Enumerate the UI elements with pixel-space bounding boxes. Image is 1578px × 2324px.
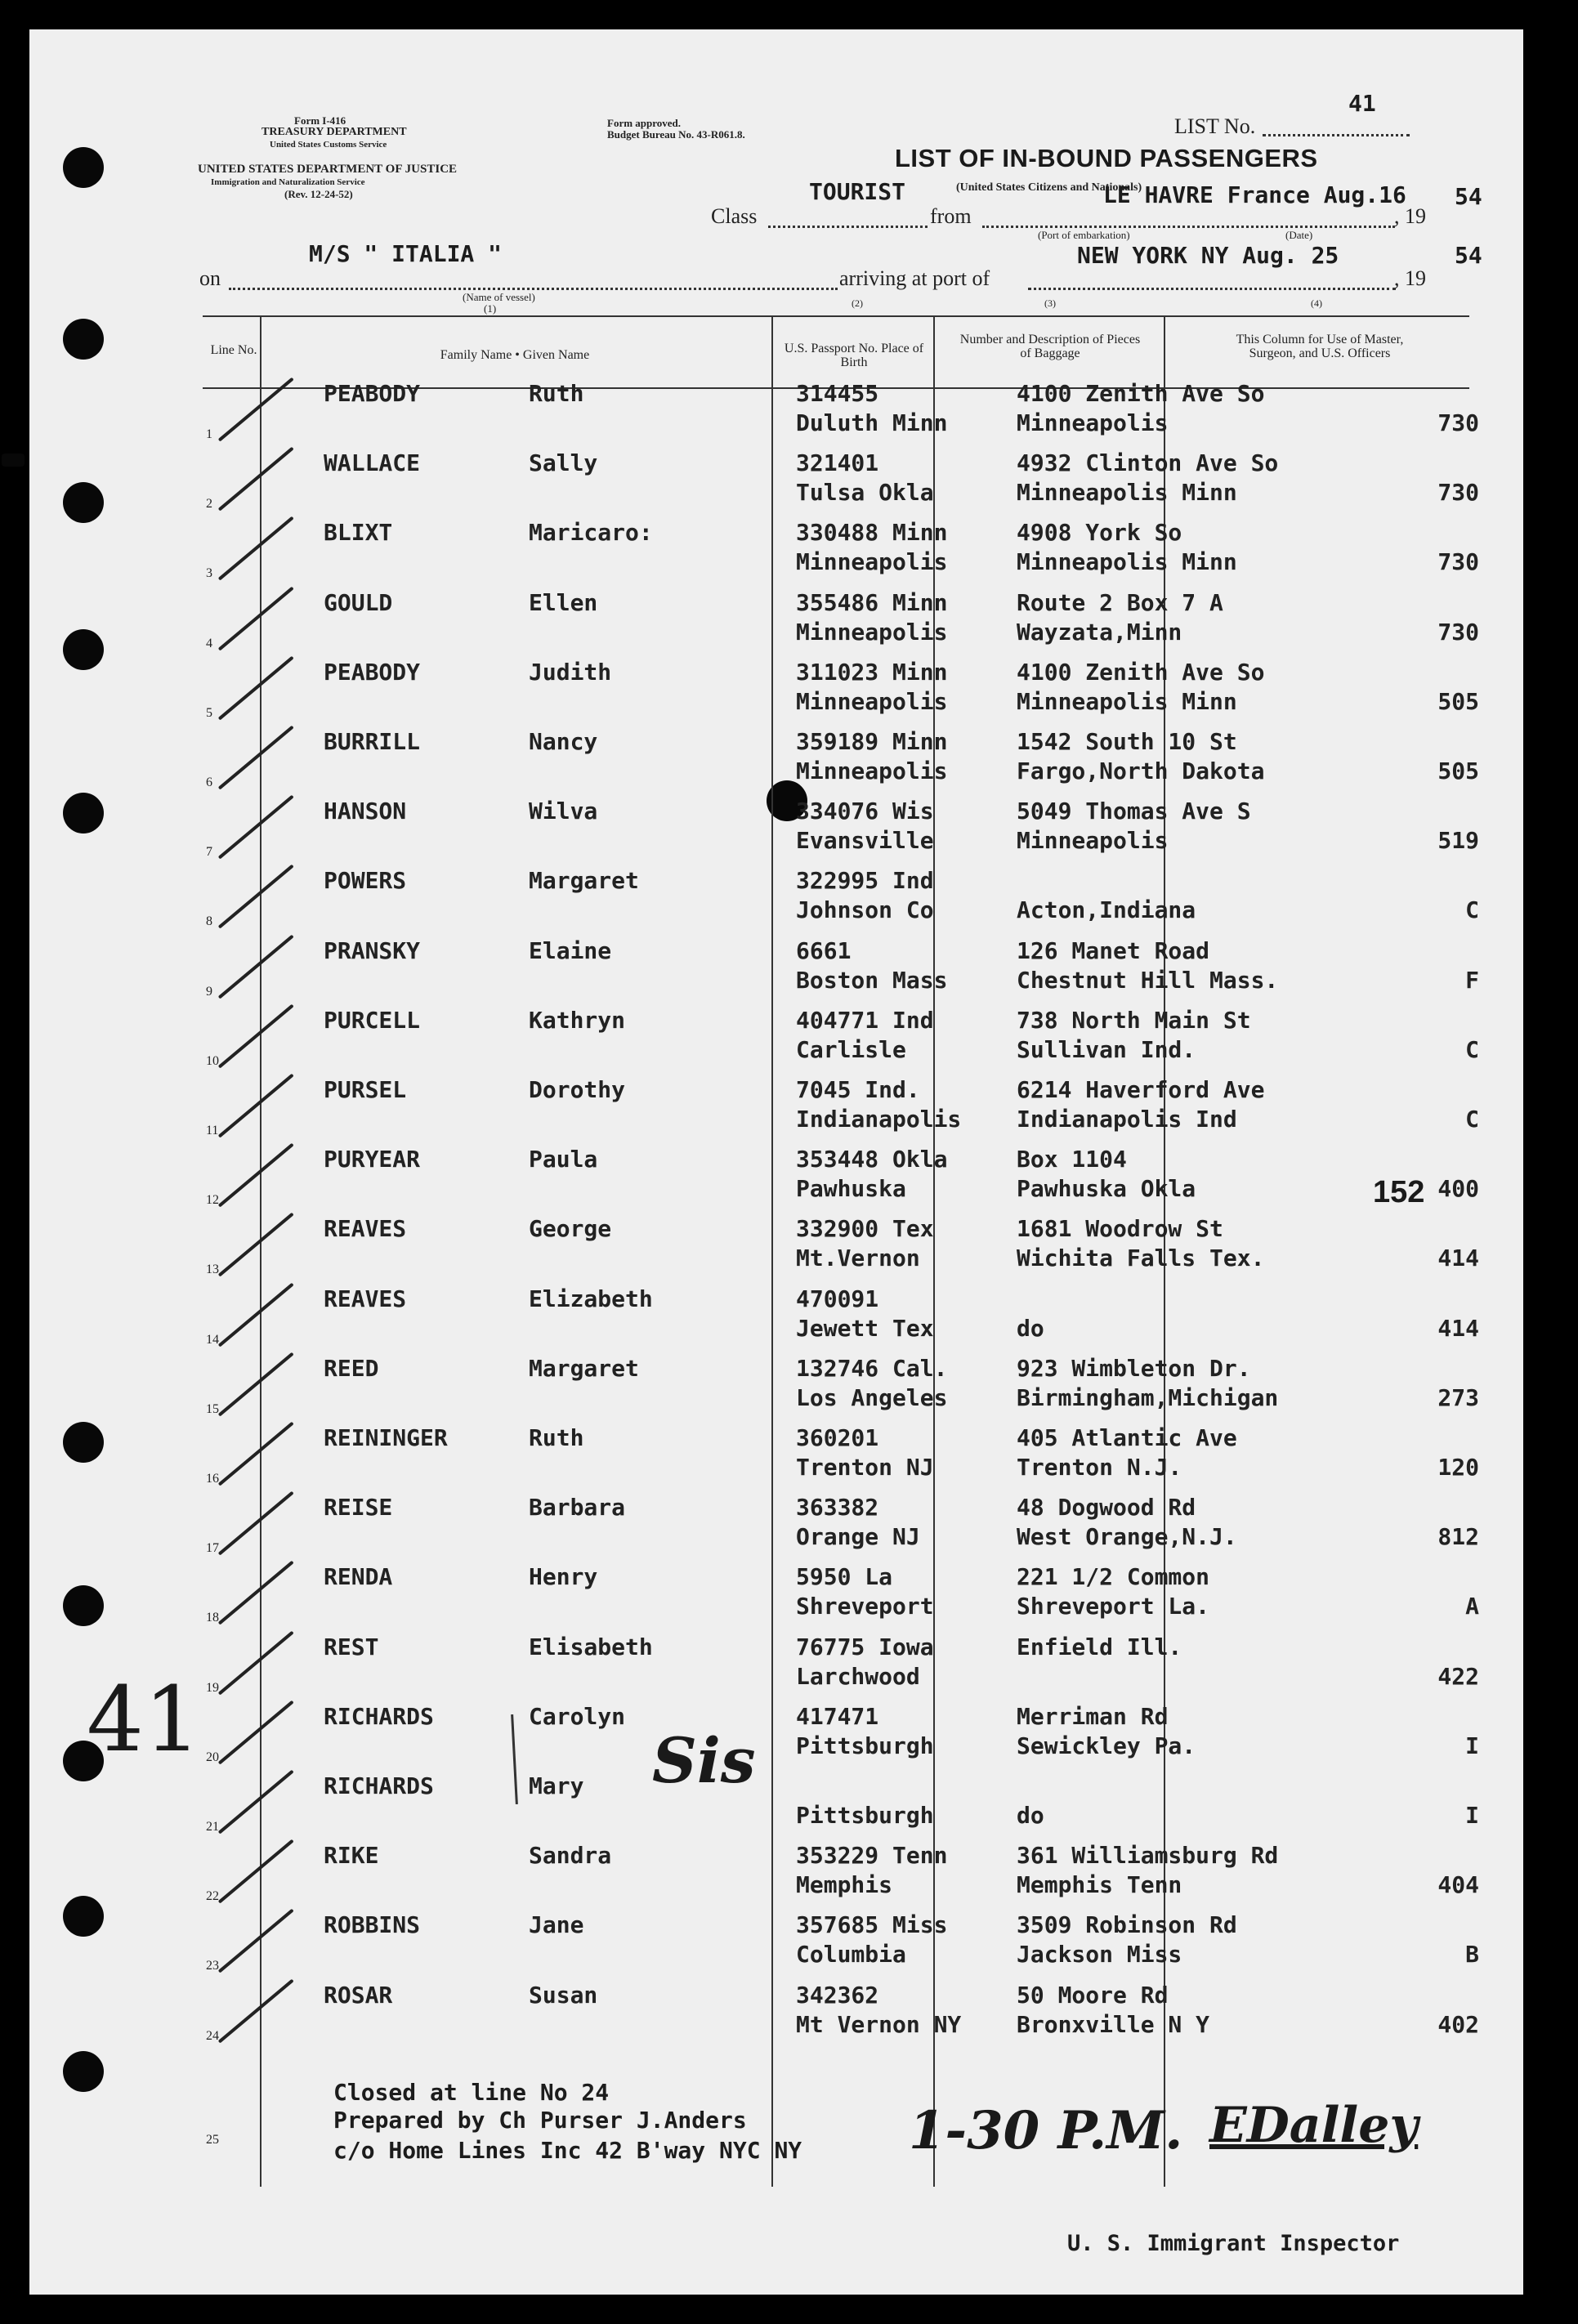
family-name: BURRILL bbox=[324, 728, 421, 755]
prepared-by: Prepared by Ch Purser J.Anders bbox=[333, 2107, 747, 2134]
family-name: RICHARDS bbox=[324, 1772, 434, 1799]
address-line-1: 1681 Woodrow St bbox=[1017, 1215, 1223, 1242]
officer-code: 730 bbox=[1437, 548, 1479, 575]
given-name: Margaret bbox=[529, 867, 639, 894]
line-number: 22 bbox=[206, 1889, 219, 1903]
given-name: Susan bbox=[529, 1982, 598, 2009]
address-line-1: 4100 Zenith Ave So bbox=[1017, 659, 1265, 686]
officer-code: 414 bbox=[1437, 1245, 1479, 1271]
place-of-birth: Mt Vernon NY bbox=[796, 2011, 962, 2038]
line-number: 13 bbox=[206, 1263, 219, 1276]
check-mark bbox=[218, 1213, 294, 1277]
check-mark bbox=[218, 1143, 294, 1208]
family-name: HANSON bbox=[324, 798, 407, 825]
family-name: PEABODY bbox=[324, 380, 421, 407]
given-name: Wilva bbox=[529, 798, 598, 825]
closed-note: Closed at line No 24 bbox=[333, 2079, 610, 2106]
table-row bbox=[0, 1076, 1494, 1146]
line-number: 12 bbox=[206, 1193, 219, 1207]
place-of-birth: Johnson Co bbox=[796, 896, 934, 923]
count-note: 152 bbox=[1373, 1175, 1425, 1209]
table-row bbox=[0, 867, 1494, 936]
family-name: REAVES bbox=[324, 1285, 407, 1312]
family-name: PURYEAR bbox=[324, 1146, 421, 1173]
address-line-2: Fargo,North Dakota bbox=[1017, 758, 1265, 784]
officer-code: 404 bbox=[1437, 1871, 1479, 1898]
address-line-1: 48 Dogwood Rd bbox=[1017, 1494, 1196, 1521]
address-line-2: Indianapolis Ind bbox=[1017, 1106, 1237, 1133]
col-officers-no: (4) bbox=[1311, 297, 1322, 309]
officer-code: 273 bbox=[1437, 1384, 1479, 1411]
line-number: 7 bbox=[206, 845, 212, 859]
check-mark bbox=[218, 656, 294, 721]
address-line-1: 50 Moore Rd bbox=[1017, 1982, 1169, 2009]
officer-code: 505 bbox=[1437, 688, 1479, 715]
line-number: 5 bbox=[206, 706, 212, 720]
table-row bbox=[0, 380, 1494, 449]
line-number: 17 bbox=[206, 1541, 219, 1555]
given-name: Carolyn bbox=[529, 1703, 626, 1730]
address-line-2: Minneapolis bbox=[1017, 409, 1169, 436]
line-number: 8 bbox=[206, 914, 212, 928]
family-name: RICHARDS bbox=[324, 1703, 434, 1730]
given-name: Nancy bbox=[529, 728, 598, 755]
check-mark bbox=[218, 1004, 294, 1069]
ins-service: Immigration and Naturalization Service bbox=[211, 177, 365, 187]
place-of-birth: Minneapolis bbox=[796, 548, 948, 575]
address-line-1: 361 Williamsburg Rd bbox=[1017, 1842, 1279, 1869]
family-name: POWERS bbox=[324, 867, 407, 894]
given-name: Kathryn bbox=[529, 1007, 626, 1034]
given-name: Maricaro: bbox=[529, 519, 653, 546]
line-number: 10 bbox=[206, 1054, 219, 1068]
address-line-1: 221 1/2 Common bbox=[1017, 1563, 1210, 1590]
passport-number: 360201 bbox=[796, 1424, 879, 1451]
officer-code: 400 bbox=[1437, 1175, 1479, 1202]
year-suffix-2: , 19 bbox=[1394, 266, 1426, 290]
passport-number: 359189 Minn bbox=[796, 728, 948, 755]
arriving-label: arriving at port of bbox=[839, 266, 990, 290]
place-of-birth: Jewett Tex bbox=[796, 1315, 934, 1342]
table-row bbox=[0, 1563, 1494, 1633]
date-caption: (Date) bbox=[1285, 229, 1313, 241]
address-line-2: Sewickley Pa. bbox=[1017, 1732, 1196, 1759]
check-mark bbox=[218, 1352, 294, 1417]
address-line-1: 3509 Robinson Rd bbox=[1017, 1911, 1237, 1938]
check-mark bbox=[218, 935, 294, 999]
family-name: REAVES bbox=[324, 1215, 407, 1242]
budget-bureau: Budget Bureau No. 43-R061.8. bbox=[607, 128, 745, 141]
col-line-no: Line No. bbox=[210, 343, 257, 357]
given-name: Elisabeth bbox=[529, 1634, 653, 1660]
table-row bbox=[0, 519, 1494, 588]
passport-number: 363382 bbox=[796, 1494, 879, 1521]
passport-number: 342362 bbox=[796, 1982, 879, 2009]
place-of-birth: Pittsburgh bbox=[796, 1732, 934, 1759]
address-line-1: Merriman Rd bbox=[1017, 1703, 1169, 1730]
line-number: 23 bbox=[206, 1959, 219, 1973]
officer-code: F bbox=[1465, 967, 1479, 994]
given-name: Paula bbox=[529, 1146, 598, 1173]
table-row bbox=[0, 937, 1494, 1007]
passport-number: 311023 Minn bbox=[796, 659, 948, 686]
page-number: 41 bbox=[1348, 90, 1376, 117]
address-line-2: do bbox=[1017, 1802, 1044, 1829]
check-mark bbox=[218, 447, 294, 512]
place-of-birth: Evansville bbox=[796, 827, 934, 854]
binder-hole bbox=[63, 319, 104, 360]
line-number: 21 bbox=[206, 1820, 219, 1834]
family-name: PURSEL bbox=[324, 1076, 407, 1103]
table-row bbox=[0, 1285, 1494, 1355]
given-name: Barbara bbox=[529, 1494, 626, 1521]
line-number: 11 bbox=[206, 1124, 219, 1137]
address-line-2: Pawhuska Okla bbox=[1017, 1175, 1196, 1202]
passport-number: 334076 Wis bbox=[796, 798, 934, 825]
given-name: Henry bbox=[529, 1563, 598, 1590]
place-of-birth: Shreveport bbox=[796, 1593, 934, 1620]
address-line-2: Minneapolis bbox=[1017, 827, 1169, 854]
passport-number: 6661 bbox=[796, 937, 852, 964]
arriving-line bbox=[1028, 288, 1396, 290]
class-value: TOURIST bbox=[809, 178, 906, 205]
col-passport-no: (2) bbox=[852, 297, 863, 309]
place-of-birth: Mt.Vernon bbox=[796, 1245, 920, 1271]
place-of-birth: Tulsa Okla bbox=[796, 479, 934, 506]
form-revision: (Rev. 12-24-52) bbox=[284, 188, 353, 200]
table-row bbox=[0, 798, 1494, 867]
year-1: 54 bbox=[1455, 183, 1482, 210]
address-line-1: 1542 South 10 St bbox=[1017, 728, 1237, 755]
family-name: RENDA bbox=[324, 1563, 393, 1590]
address-line-2: Sullivan Ind. bbox=[1017, 1036, 1196, 1063]
officer-code: 402 bbox=[1437, 2011, 1479, 2038]
given-name: Sally bbox=[529, 449, 598, 476]
line-number: 15 bbox=[206, 1402, 219, 1416]
address-line-1: 4932 Clinton Ave So bbox=[1017, 449, 1279, 476]
address-line-1: 4100 Zenith Ave So bbox=[1017, 380, 1265, 407]
passport-number: 353229 Tenn bbox=[796, 1842, 948, 1869]
address-line-2: Birmingham,Michigan bbox=[1017, 1384, 1279, 1411]
table-row bbox=[0, 1634, 1494, 1703]
passport-number: 7045 Ind. bbox=[796, 1076, 920, 1103]
family-name: REED bbox=[324, 1355, 379, 1382]
table-row bbox=[0, 1911, 1494, 1981]
arriving-value: NEW YORK NY Aug. 25 bbox=[1077, 242, 1339, 269]
passport-number: 470091 bbox=[796, 1285, 879, 1312]
passport-number: 322995 Ind bbox=[796, 867, 934, 894]
officer-code: B bbox=[1465, 1941, 1479, 1968]
family-name: PURCELL bbox=[324, 1007, 421, 1034]
given-name: Mary bbox=[529, 1772, 584, 1799]
check-mark bbox=[218, 1631, 294, 1696]
col-officers: This Column for Use of Master, Surgeon, and U.S. Officers bbox=[1236, 333, 1404, 360]
place-of-birth: Orange NJ bbox=[796, 1523, 920, 1550]
passport-number: 355486 Minn bbox=[796, 589, 948, 616]
passport-number: 353448 Okla bbox=[796, 1146, 948, 1173]
customs-service: United States Customs Service bbox=[270, 140, 387, 150]
check-mark bbox=[218, 865, 294, 929]
from-label: from bbox=[930, 204, 972, 228]
line-number-25: 25 bbox=[206, 2133, 219, 2147]
check-mark bbox=[218, 795, 294, 860]
address-line-2: do bbox=[1017, 1315, 1044, 1342]
line-number: 20 bbox=[206, 1750, 219, 1764]
family-name: REST bbox=[324, 1634, 379, 1660]
binder-hole bbox=[63, 147, 104, 188]
address-line-2: Wayzata,Minn bbox=[1017, 619, 1182, 646]
vessel-line bbox=[229, 288, 838, 290]
officer-code: 414 bbox=[1437, 1315, 1479, 1342]
officer-code: 730 bbox=[1437, 619, 1479, 646]
check-mark bbox=[218, 1839, 294, 1904]
officer-code: 422 bbox=[1437, 1663, 1479, 1690]
address-line-2: Shreveport La. bbox=[1017, 1593, 1210, 1620]
year-suffix-1: , 19 bbox=[1394, 204, 1426, 228]
address-line-2: West Orange,N.J. bbox=[1017, 1523, 1237, 1550]
check-mark bbox=[218, 516, 294, 581]
passport-number: 404771 Ind bbox=[796, 1007, 934, 1034]
line-number: 9 bbox=[206, 985, 212, 999]
address-line-2: Wichita Falls Tex. bbox=[1017, 1245, 1265, 1271]
address-line-1: 6214 Haverford Ave bbox=[1017, 1076, 1265, 1103]
table-row bbox=[0, 449, 1494, 519]
place-of-birth: Carlisle bbox=[796, 1036, 906, 1063]
place-of-birth: Memphis bbox=[796, 1871, 893, 1898]
table-row bbox=[0, 1424, 1494, 1494]
address-line-1: Box 1104 bbox=[1017, 1146, 1127, 1173]
place-of-birth: Pittsburgh bbox=[796, 1802, 934, 1829]
officer-code: C bbox=[1465, 896, 1479, 923]
address-line-2: Memphis Tenn bbox=[1017, 1871, 1182, 1898]
check-mark bbox=[218, 1283, 294, 1347]
place-of-birth: Boston Mass bbox=[796, 967, 948, 994]
manifest-subtitle: (United States Citizens and Nationals) bbox=[956, 181, 1142, 194]
address-line-2: Minneapolis Minn bbox=[1017, 479, 1237, 506]
table-row bbox=[0, 1494, 1494, 1563]
line-number: 1 bbox=[206, 427, 212, 441]
line-number: 16 bbox=[206, 1472, 219, 1486]
address-line-1: 4908 York So bbox=[1017, 519, 1182, 546]
family-name: ROBBINS bbox=[324, 1911, 421, 1938]
col-name: Family Name • Given Name bbox=[440, 348, 590, 362]
family-name: REININGER bbox=[324, 1424, 448, 1451]
passport-number: 5950 La bbox=[796, 1563, 893, 1590]
line-number: 14 bbox=[206, 1333, 219, 1347]
given-name: George bbox=[529, 1215, 612, 1242]
address-line-1: 738 North Main St bbox=[1017, 1007, 1251, 1034]
inspector-signature: EDalley bbox=[1209, 2097, 1419, 2154]
address-line-1: 405 Atlantic Ave bbox=[1017, 1424, 1237, 1451]
check-mark bbox=[218, 1701, 294, 1765]
table-row bbox=[0, 728, 1494, 798]
officer-code: C bbox=[1465, 1036, 1479, 1063]
passport-number: 132746 Cal. bbox=[796, 1355, 948, 1382]
table-row bbox=[0, 1982, 1494, 2051]
given-name: Ruth bbox=[529, 1424, 584, 1451]
address-line-1: 923 Wimbleton Dr. bbox=[1017, 1355, 1251, 1382]
list-no-line bbox=[1263, 134, 1410, 136]
officer-code: I bbox=[1465, 1802, 1479, 1829]
col-passport: U.S. Passport No. Place of Birth bbox=[784, 342, 924, 369]
given-name: Ellen bbox=[529, 589, 598, 616]
given-name: Ruth bbox=[529, 380, 584, 407]
line-number: 3 bbox=[206, 566, 212, 580]
address-line-2: Jackson Miss bbox=[1017, 1941, 1182, 1968]
vessel-name: M/S " ITALIA " bbox=[309, 240, 503, 267]
place-of-birth: Larchwood bbox=[796, 1663, 920, 1690]
officer-code: C bbox=[1465, 1106, 1479, 1133]
from-value: LE HAVRE France Aug.16 bbox=[1103, 181, 1406, 208]
family-name: GOULD bbox=[324, 589, 393, 616]
given-name: Margaret bbox=[529, 1355, 639, 1382]
time-note: 1-30 P.M. bbox=[909, 2100, 1183, 2161]
table-row bbox=[0, 1842, 1494, 1911]
officer-code: I bbox=[1465, 1732, 1479, 1759]
check-mark bbox=[218, 1491, 294, 1556]
check-mark bbox=[218, 726, 294, 790]
embark-caption: (Port of embarkation) bbox=[1038, 229, 1130, 241]
officer-code: 730 bbox=[1437, 479, 1479, 506]
officer-code: 505 bbox=[1437, 758, 1479, 784]
address-line-1: 5049 Thomas Ave S bbox=[1017, 798, 1251, 825]
check-mark bbox=[218, 378, 294, 442]
on-label: on bbox=[199, 266, 221, 290]
address-line-2: Minneapolis Minn bbox=[1017, 688, 1237, 715]
line-number: 4 bbox=[206, 637, 212, 650]
address-line-2: Minneapolis Minn bbox=[1017, 548, 1237, 575]
from-line bbox=[982, 226, 1395, 228]
place-of-birth: Indianapolis bbox=[796, 1106, 962, 1133]
family-name: PRANSKY bbox=[324, 937, 421, 964]
table-row bbox=[0, 589, 1494, 659]
passport-number: 330488 Minn bbox=[796, 519, 948, 546]
family-name: REISE bbox=[324, 1494, 393, 1521]
family-name: PEABODY bbox=[324, 659, 421, 686]
col-baggage: Number and Description of Pieces of Baggage bbox=[959, 333, 1141, 360]
check-mark bbox=[218, 1561, 294, 1625]
passport-number: 357685 Miss bbox=[796, 1911, 948, 1938]
line-number: 19 bbox=[206, 1681, 219, 1695]
place-of-birth: Los Angeles bbox=[796, 1384, 948, 1411]
place-of-birth: Minneapolis bbox=[796, 688, 948, 715]
table-row bbox=[0, 659, 1494, 728]
vessel-caption: (Name of vessel) bbox=[463, 291, 535, 303]
treasury-department: TREASURY DEPARTMENT bbox=[262, 126, 407, 138]
year-2: 54 bbox=[1455, 242, 1482, 269]
company-address: c/o Home Lines Inc 42 B'way NYC NY bbox=[333, 2137, 802, 2164]
check-mark bbox=[218, 1074, 294, 1138]
line-number: 2 bbox=[206, 497, 212, 511]
passport-number: 417471 bbox=[796, 1703, 879, 1730]
officer-code: 812 bbox=[1437, 1523, 1479, 1550]
place-of-birth: Trenton NJ bbox=[796, 1454, 934, 1481]
passport-number: 76775 Iowa bbox=[796, 1634, 934, 1660]
address-line-2: Acton,Indiana bbox=[1017, 896, 1196, 923]
form-number: Form I-416 bbox=[294, 114, 346, 127]
class-label: Class bbox=[711, 204, 758, 228]
line-number: 18 bbox=[206, 1611, 219, 1625]
given-name: Sandra bbox=[529, 1842, 612, 1869]
margin-note: 41 bbox=[87, 1667, 201, 1772]
officer-code: A bbox=[1465, 1593, 1479, 1620]
officer-code: 730 bbox=[1437, 409, 1479, 436]
form-approved: Form approved. bbox=[607, 117, 682, 129]
given-name: Dorothy bbox=[529, 1076, 626, 1103]
place-of-birth: Minneapolis bbox=[796, 619, 948, 646]
family-name: RIKE bbox=[324, 1842, 379, 1869]
check-mark bbox=[218, 1979, 294, 2044]
check-mark bbox=[218, 1909, 294, 1973]
given-name: Elaine bbox=[529, 937, 612, 964]
line-number: 6 bbox=[206, 775, 212, 789]
check-mark bbox=[218, 587, 294, 651]
inspector-label: U. S. Immigrant Inspector bbox=[1067, 2231, 1400, 2256]
family-name: WALLACE bbox=[324, 449, 421, 476]
passport-number: 332900 Tex bbox=[796, 1215, 934, 1242]
given-name: Elizabeth bbox=[529, 1285, 653, 1312]
manifest-title: LIST OF IN-BOUND PASSENGERS bbox=[895, 144, 1318, 172]
line-number: 24 bbox=[206, 2029, 219, 2043]
check-mark bbox=[218, 1422, 294, 1486]
place-of-birth: Minneapolis bbox=[796, 758, 948, 784]
family-name: BLIXT bbox=[324, 519, 393, 546]
place-of-birth: Pawhuska bbox=[796, 1175, 906, 1202]
address-line-2: Bronxville N Y bbox=[1017, 2011, 1210, 2038]
list-no-label: LIST No. bbox=[1174, 114, 1256, 138]
check-mark bbox=[218, 1770, 294, 1835]
binder-hole bbox=[63, 2051, 104, 2092]
sis-note: Sis bbox=[652, 1724, 756, 1797]
officer-code: 519 bbox=[1437, 827, 1479, 854]
table-row bbox=[0, 1355, 1494, 1424]
table-row bbox=[0, 1146, 1494, 1215]
address-line-2: Trenton N.J. bbox=[1017, 1454, 1182, 1481]
table-row bbox=[0, 1007, 1494, 1076]
address-line-1: Enfield Ill. bbox=[1017, 1634, 1182, 1660]
passport-number: 314455 bbox=[796, 380, 879, 407]
passport-number: 321401 bbox=[796, 449, 879, 476]
table-row bbox=[0, 1215, 1494, 1285]
family-name: ROSAR bbox=[324, 1982, 393, 2009]
given-name: Judith bbox=[529, 659, 612, 686]
place-of-birth: Duluth Minn bbox=[796, 409, 948, 436]
department-of-justice: UNITED STATES DEPARTMENT OF JUSTICE bbox=[198, 163, 458, 176]
class-line bbox=[768, 226, 928, 228]
place-of-birth: Columbia bbox=[796, 1941, 906, 1968]
vessel-caption-no: (1) bbox=[484, 302, 497, 315]
address-line-1: Route 2 Box 7 A bbox=[1017, 589, 1223, 616]
col-baggage-no: (3) bbox=[1044, 297, 1056, 309]
officer-code: 120 bbox=[1437, 1454, 1479, 1481]
table-top-rule bbox=[203, 315, 1469, 317]
address-line-1: 126 Manet Road bbox=[1017, 937, 1210, 964]
given-name: Jane bbox=[529, 1911, 584, 1938]
address-line-2: Chestnut Hill Mass. bbox=[1017, 967, 1279, 994]
